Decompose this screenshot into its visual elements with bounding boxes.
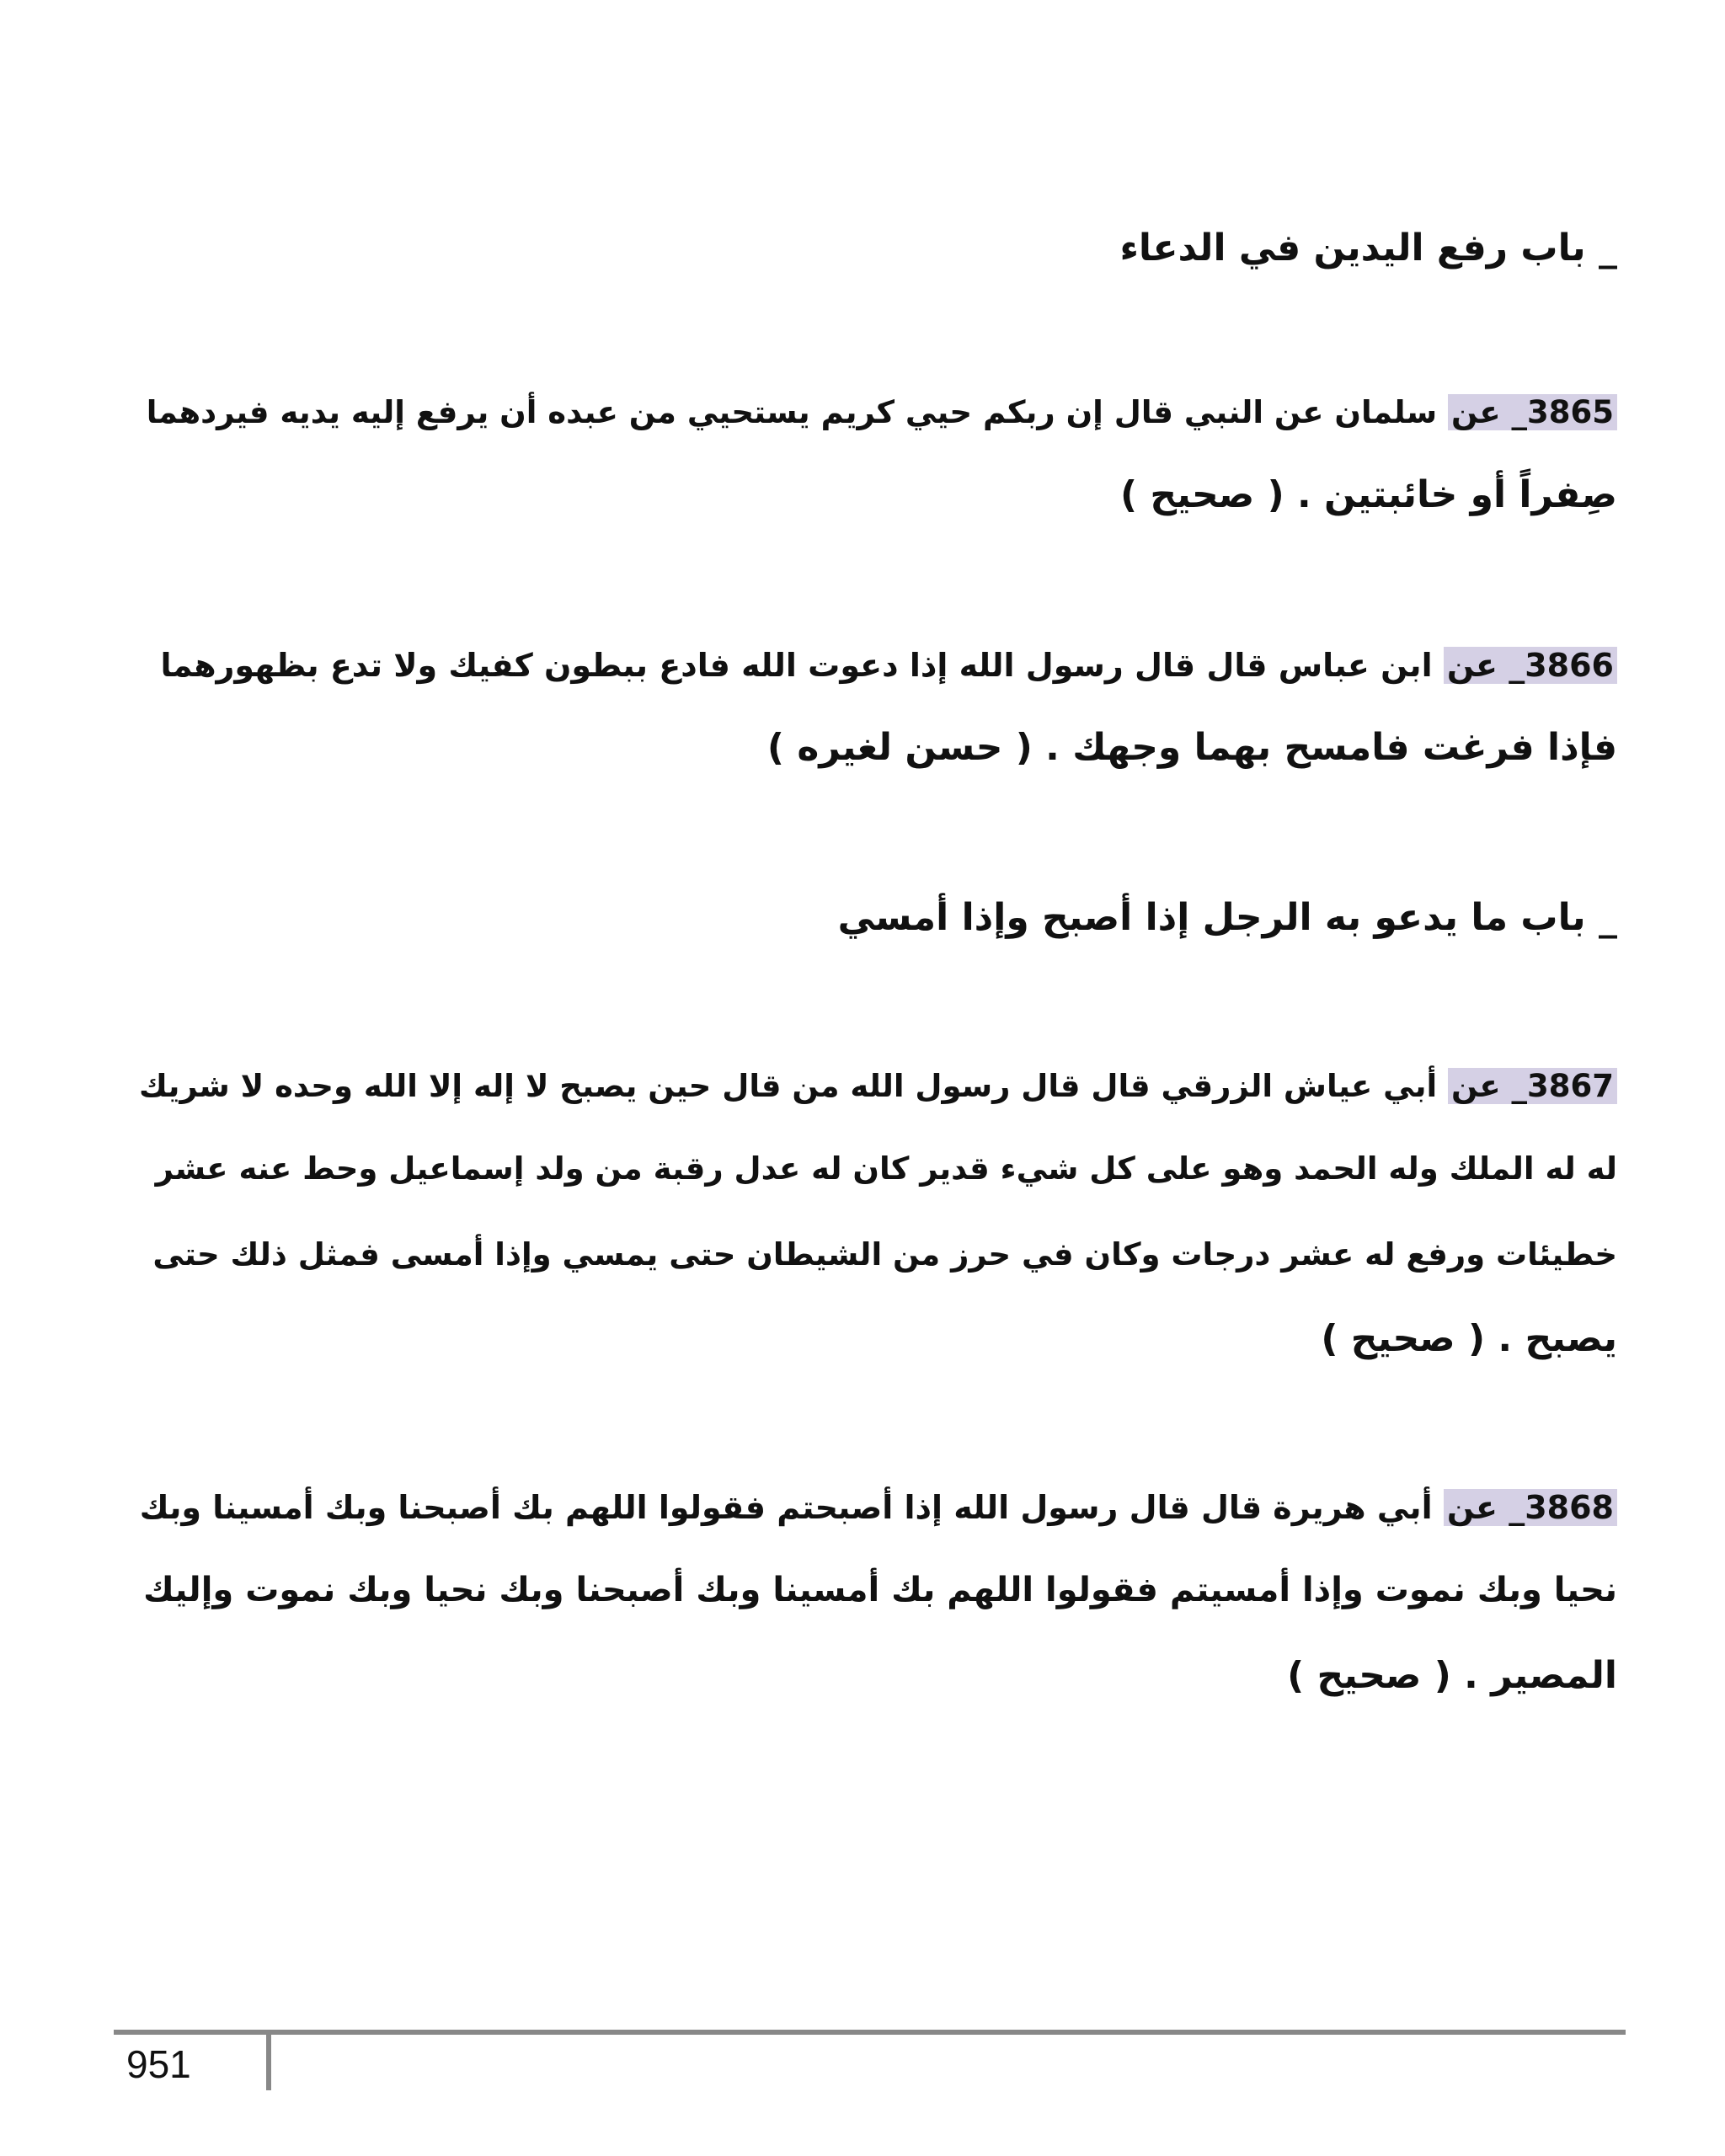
footer-divider [266, 2033, 271, 2090]
hadith-number: 3865_ [1511, 394, 1614, 430]
hadith-3868-line-2: نحيا وبك نموت وإذا أمسيتم فقولوا اللهم بك أمسينا وبك أصبحنا وبك نحيا وبك نموت وإليك [143, 1571, 1617, 1609]
hadith-3865-line-1 [147, 387, 1617, 438]
section-title: _ باب رفع اليدين في الدعاء [1119, 227, 1617, 270]
hadith-number-tag [1448, 394, 1617, 430]
hadith-tag-word: عن [1446, 1489, 1498, 1526]
hadith-text: أبي هريرة قال قال رسول الله إذا أصبحتم فقولوا اللهم بك أصبحنا وبك أمسينا وبك [139, 1489, 1433, 1526]
hadith-number: 3866_ [1509, 647, 1614, 684]
section-title: _ باب ما يدعو به الرجل إذا أصبح وإذا أمسي [837, 896, 1617, 939]
hadith-3868-line-3: المصير . ( صحيح ) [1287, 1654, 1617, 1697]
page-number: 951 [126, 2042, 191, 2086]
hadith-number-tag [1444, 1489, 1617, 1526]
hadith-3867-line-2: له له الملك وله الحمد وهو على كل شيء قدير كان له عدل رقبة من ولد إسماعيل وحط عنه عشر [155, 1150, 1617, 1187]
hadith-number-tag [1444, 647, 1617, 684]
hadith-number: 3868_ [1509, 1489, 1614, 1526]
hadith-3867-line-3: خطيئات ورفع له عشر درجات وكان في حرز من الشيطان حتى يمسي وإذا أمسى فمثل ذلك حتى [152, 1236, 1617, 1273]
hadith-3866-line-1 [160, 640, 1617, 691]
hadith-tag-word: عن [1451, 1068, 1501, 1104]
hadith-3868-line-1 [140, 1482, 1617, 1533]
hadith-3865-line-2: صِفراً أو خائبتين . ( صحيح ) [1119, 473, 1617, 516]
hadith-tag-word: عن [1451, 394, 1501, 430]
hadith-3866-line-2: فإذا فرغت فامسح بهما وجهك . ( حسن لغيره ) [766, 726, 1617, 769]
hadith-3867-line-4: يصبح . ( صحيح ) [1321, 1317, 1617, 1360]
hadith-number: 3867_ [1511, 1068, 1614, 1104]
hadith-number-tag [1448, 1068, 1617, 1104]
footer-rule [114, 2030, 1626, 2035]
hadith-text: أبي عياش الزرقي قال قال رسول الله من قال حين يصبح لا إله إلا الله وحده لا شريك [139, 1068, 1438, 1104]
hadith-tag-word: عن [1446, 647, 1498, 684]
hadith-3867-line-1 [139, 1061, 1617, 1112]
hadith-text: ابن عباس قال قال رسول الله إذا دعوت الله فادع ببطون كفيك ولا تدع بظهورهما [160, 647, 1433, 684]
page-content [135, 0, 1617, 2156]
hadith-text: سلمان عن النبي قال إن ربكم حيي كريم يستحيي من عبده أن يرفع إليه يديه فيردهما [146, 394, 1438, 430]
